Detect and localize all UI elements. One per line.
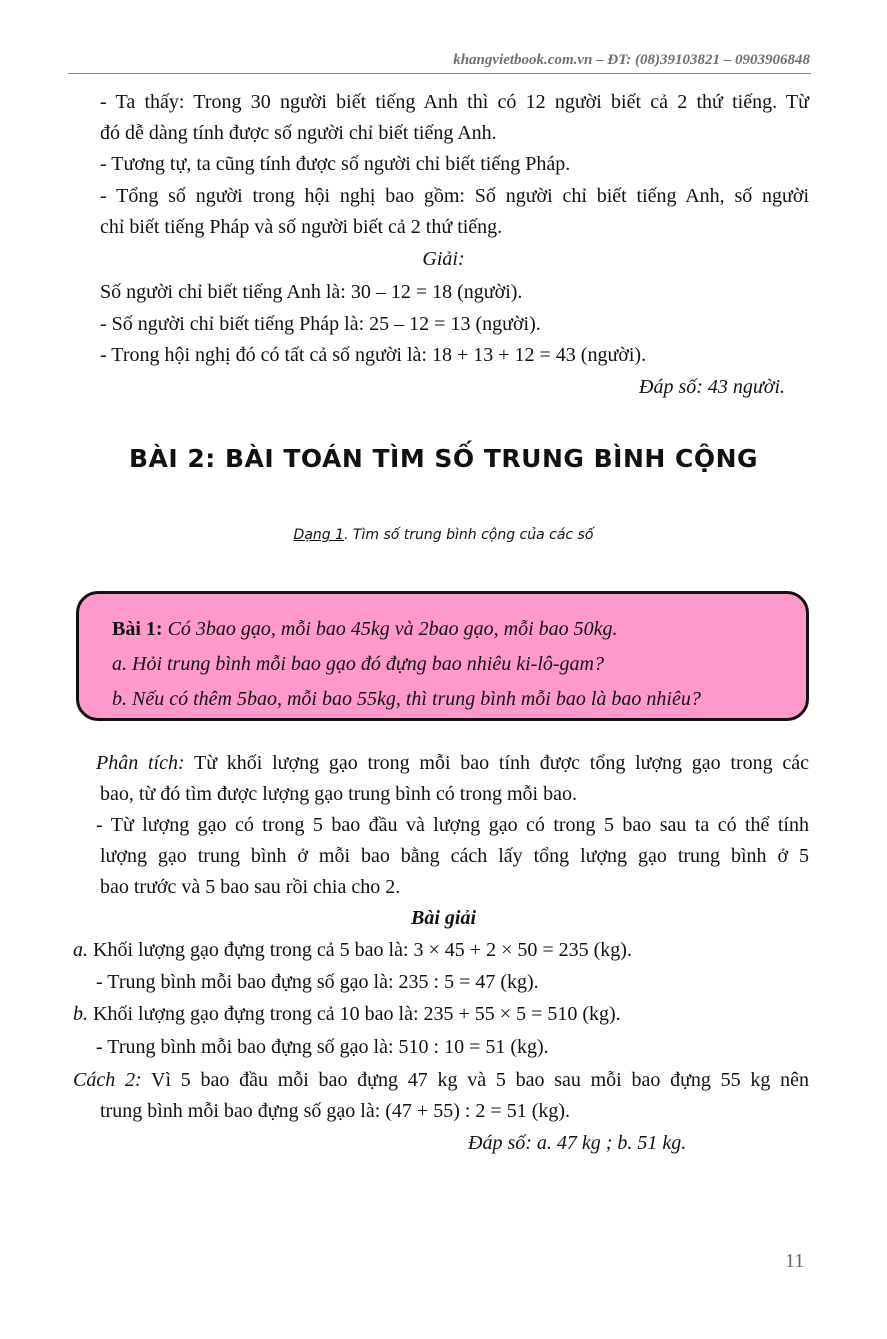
intro-line-1: - Ta thấy: Trong 30 người biết tiếng Anh thì có 12 người biết cả 2 thứ tiếng. Từ: [100, 91, 809, 113]
section-title: BÀI 2: BÀI TOÁN TÌM SỐ TRUNG BÌNH CỘNG: [128, 444, 759, 473]
intro-line-3: - Tương tự, ta cũng tính được số người chỉ biết tiếng Pháp.: [100, 153, 571, 175]
intro-line-2: đó dễ dàng tính được số người chỉ biết tiếng Anh.: [100, 122, 497, 144]
solution2-b-line-2: - Trung bình mỗi bao đựng số gạo là: 510 : 10 = 51 (kg).: [96, 1036, 549, 1058]
solution-heading: Giải:: [422, 248, 465, 270]
problem-part-b: b. Nếu có thêm 5bao, mỗi bao 55kg, thì trung bình mỗi bao là bao nhiêu?: [112, 688, 701, 710]
solution-line-1: Số người chỉ biết tiếng Anh là: 30 – 12 = 18 (người).: [100, 281, 523, 303]
analysis-text: Từ khối lượng gạo trong mỗi bao tính được tổng lượng gạo trong các: [184, 752, 810, 774]
section-subtitle: [0, 527, 887, 543]
solution2-b-line-1: [73, 1002, 621, 1026]
analysis-line-2: bao, từ đó tìm được lượng gạo trung bình có trong mỗi bao.: [100, 783, 577, 805]
solution-line-3: - Trong hội nghị đó có tất cả số người là: 18 + 13 + 12 = 43 (người).: [100, 344, 647, 366]
intro-line-4: - Tổng số người trong hội nghị bao gồm: Số người chỉ biết tiếng Anh, số người: [100, 185, 809, 207]
solution2-a-line-2: - Trung bình mỗi bao đựng số gạo là: 235 : 5 = 47 (kg).: [96, 971, 539, 993]
solution2-a-line-1: [73, 938, 632, 962]
analysis-line-1: [96, 751, 809, 775]
solution2-c2-label: Cách 2:: [73, 1069, 142, 1091]
solution2-a-label: a.: [73, 939, 88, 961]
subtitle-label: Dạng 1: [293, 527, 345, 543]
solution2-answer: Đáp số: a. 47 kg ; b. 51 kg.: [468, 1132, 687, 1154]
subtitle-text: . Tìm số trung bình cộng của các số: [344, 527, 594, 543]
analysis-line-5: bao trước và 5 bao sau rồi chia cho 2.: [100, 876, 401, 898]
analysis-label: Phân tích:: [96, 752, 185, 774]
page-header: khangvietbook.com.vn – ĐT: (08)39103821 – 0903906848: [453, 52, 810, 68]
solution2-a-text: Khối lượng gạo đựng trong cả 5 bao là: 3 × 45 + 2 × 50 = 235 (kg).: [88, 939, 632, 961]
solution2-b-text: Khối lượng gạo đựng trong cả 10 bao là: 235 + 55 × 5 = 510 (kg).: [88, 1003, 621, 1025]
analysis-line-4: lượng gạo trung bình ở mỗi bao bằng cách lấy tổng lượng gạo trung bình ở 5: [100, 845, 809, 867]
solution2-c2-text: Vì 5 bao đầu mỗi bao đựng 47 kg và 5 bao sau mỗi bao đựng 55 kg nên: [141, 1069, 809, 1091]
problem-label: Bài 1:: [112, 618, 163, 640]
solution-line-2: - Số người chỉ biết tiếng Pháp là: 25 – 12 = 13 (người).: [100, 313, 541, 335]
solution2-heading: Bài giải: [410, 907, 476, 929]
problem-part-a: a. Hỏi trung bình mỗi bao gạo đó đựng bao nhiêu ki-lô-gam?: [112, 653, 604, 675]
intro-line-5: chỉ biết tiếng Pháp và số người biết cả 2 thứ tiếng.: [100, 216, 503, 238]
solution2-c2-line-1: [73, 1068, 809, 1092]
problem-text: Có 3bao gạo, mỗi bao 45kg và 2bao gạo, mỗi bao 50kg.: [162, 618, 618, 640]
solution-answer: Đáp số: 43 người.: [639, 376, 786, 398]
header-divider: [68, 73, 811, 74]
solution2-c2-line-2: trung bình mỗi bao đựng số gạo là: (47 + 55) : 2 = 51 (kg).: [100, 1100, 571, 1122]
problem-statement: [112, 617, 618, 641]
page-number: 11: [785, 1250, 805, 1272]
analysis-line-3: - Từ lượng gạo có trong 5 bao đầu và lượng gạo có trong 5 bao sau ta có thể tính: [96, 814, 809, 836]
solution2-b-label: b.: [73, 1003, 88, 1025]
